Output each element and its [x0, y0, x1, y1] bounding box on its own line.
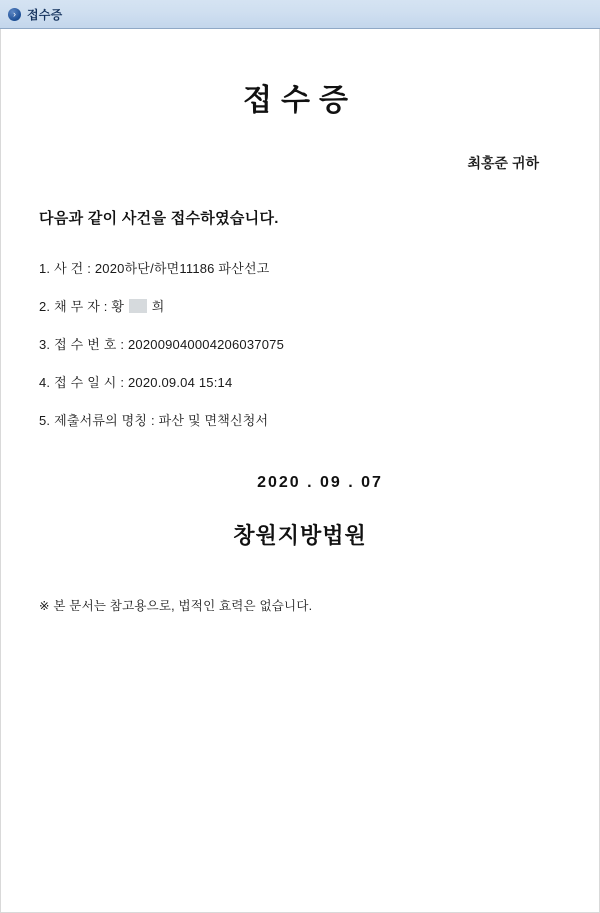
court-name: 창원지방법원 [233, 523, 367, 548]
item-number: 4. [39, 375, 51, 390]
item-value-suffix: 희 [151, 299, 165, 314]
page-title: 접수증 [243, 84, 357, 117]
item-value: 202009040004206037075 [127, 337, 284, 352]
item-value: 파산 및 면책신청서 [158, 413, 269, 428]
issue-date: 2020 . 09 . 07 [257, 474, 383, 491]
redaction-mask [129, 299, 147, 313]
item-separator: : [120, 375, 128, 390]
item-value: 2020하단/하면11186 파산선고 [94, 261, 270, 276]
list-item [39, 410, 561, 429]
receipt-item-list [39, 258, 561, 429]
addressee: 최홍준 귀하 [467, 155, 539, 171]
item-separator: : [87, 261, 95, 276]
item-number: 1. [39, 261, 51, 276]
item-value: 황 [111, 299, 125, 314]
document-page [0, 29, 600, 913]
list-item [39, 258, 561, 277]
chevron-right-icon: › [8, 8, 21, 21]
item-number: 3. [39, 337, 51, 352]
list-item [39, 296, 561, 315]
list-item [39, 372, 561, 391]
item-label: 접 수 일 시 [54, 375, 117, 390]
list-item [39, 334, 561, 353]
item-label: 사 건 [54, 261, 84, 276]
window-titlebar [0, 0, 600, 29]
item-label: 채 무 자 [54, 299, 100, 314]
item-value: 2020.09.04 15:14 [127, 375, 233, 390]
item-label: 제출서류의 명칭 [54, 413, 148, 428]
item-separator: : [120, 337, 128, 352]
item-separator: : [103, 299, 112, 314]
item-separator: : [151, 413, 159, 428]
item-label: 접 수 번 호 [54, 337, 117, 352]
footnote: ※ 본 문서는 참고용으로, 법적인 효력은 없습니다. [39, 599, 313, 613]
window-title: 접수증 [27, 7, 63, 22]
item-number: 5. [39, 413, 51, 428]
item-number: 2. [39, 299, 51, 314]
lead-statement: 다음과 같이 사건을 접수하였습니다. [39, 210, 279, 227]
